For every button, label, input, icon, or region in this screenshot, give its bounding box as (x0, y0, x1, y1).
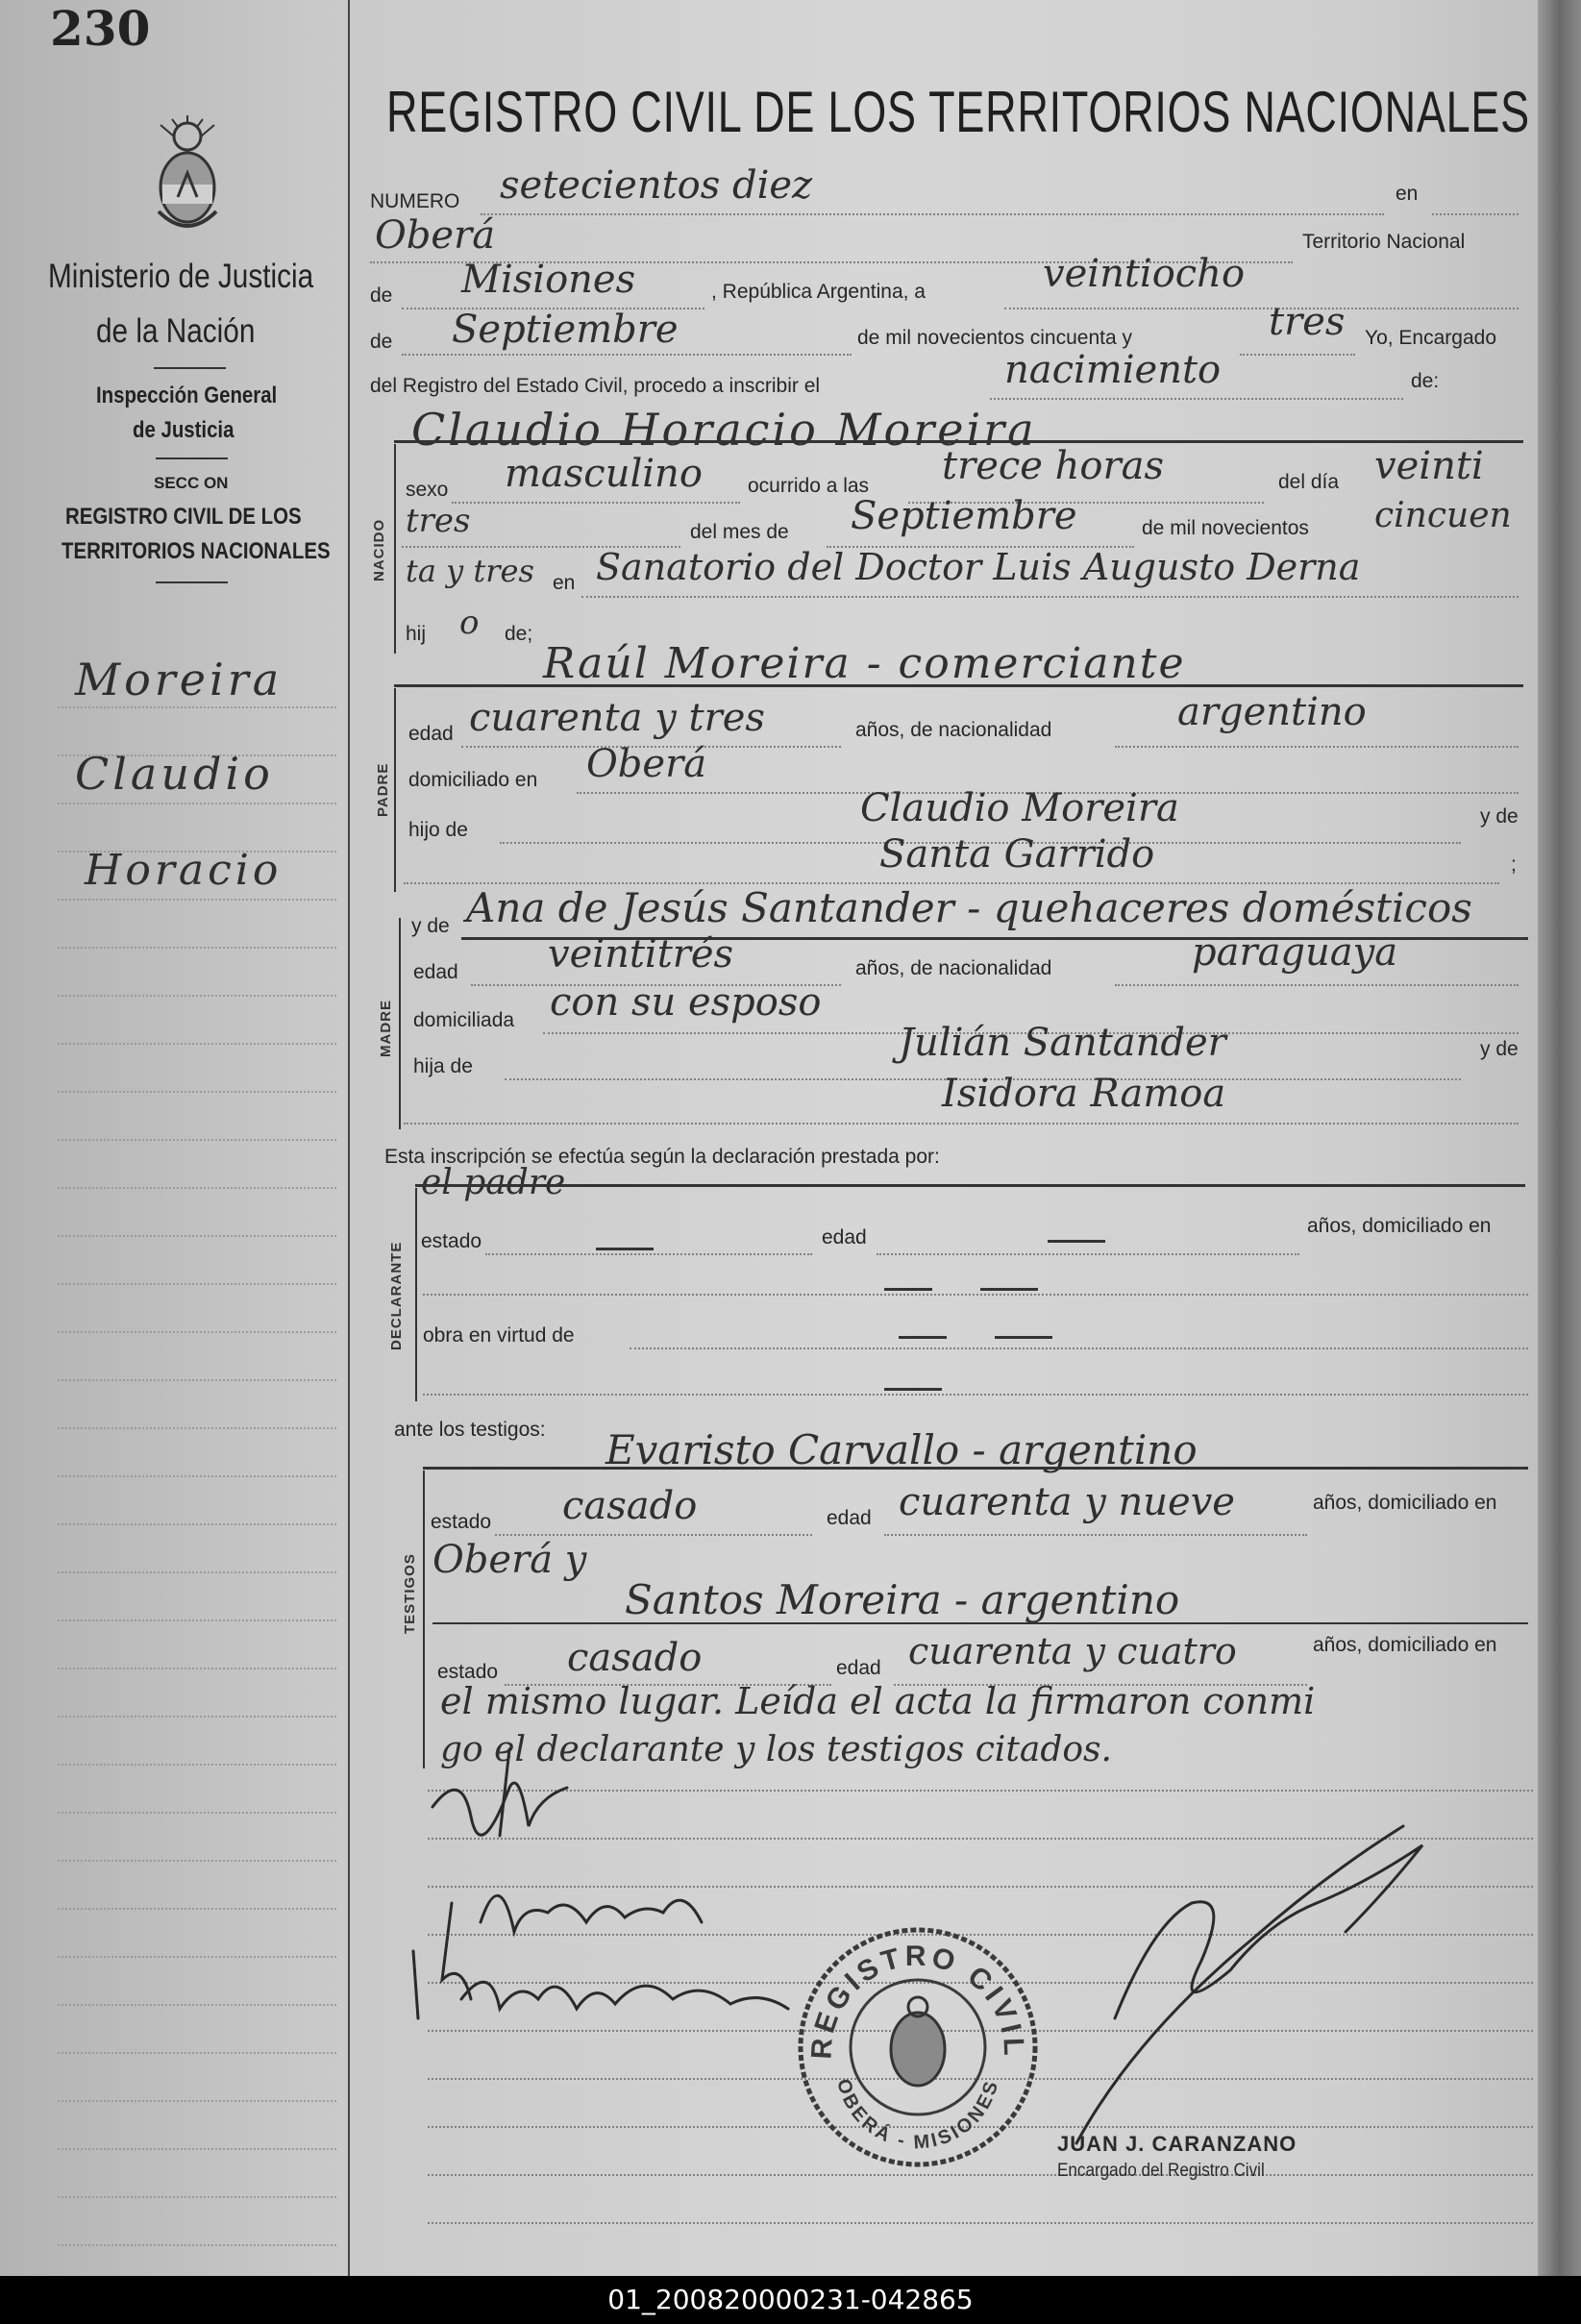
madre-edad-value: veintitrés (548, 932, 734, 977)
section-rule-nacido (394, 440, 1523, 443)
territorio-value: Misiones (461, 258, 636, 302)
bracket-testigos (423, 1471, 425, 1768)
padre-edad-value: cuarenta y tres (469, 696, 765, 740)
coat-of-arms-icon (149, 115, 226, 240)
dia-inscripcion-value: veintiocho (1043, 252, 1246, 296)
sexo-value: masculino (505, 452, 703, 496)
side-label-declarante: DECLARANTE (388, 1241, 405, 1350)
padre-nacionalidad-value: argentino (1177, 690, 1367, 734)
ministry-line-2: de la Nación (96, 312, 256, 350)
testigo2-estado-value: casado (567, 1636, 703, 1680)
padre-domicilio-value: Oberá (586, 742, 707, 786)
inspection-line-2: de Justicia (133, 417, 235, 443)
numero-value: setecientos diez (500, 163, 813, 208)
label-edad-madre: edad (413, 961, 458, 983)
side-label-padre: PADRE (375, 762, 391, 817)
nombre-value: Claudio Horacio Moreira (411, 404, 1037, 456)
label-ante-testigos: ante los testigos: (394, 1419, 546, 1441)
page-number: 230 (50, 0, 151, 57)
bracket-padre (394, 688, 396, 892)
anio-nac-1-value: cincuen (1374, 496, 1512, 535)
lugar-value: Oberá (375, 213, 496, 258)
label-estado-testigo1: estado (431, 1511, 492, 1533)
label-y-de-madre-2: y de (1480, 1038, 1519, 1060)
divider (156, 581, 228, 583)
acto-value: nacimiento (1004, 348, 1222, 392)
label-anos-domiciliado-testigo1: años, domiciliado en (1313, 1492, 1497, 1514)
bracket-nacido (394, 444, 396, 654)
label-semicolon: ; (1511, 853, 1517, 876)
margin-name-1: Claudio (75, 748, 274, 800)
side-label-madre: MADRE (378, 1000, 394, 1057)
section-rule-padre (394, 684, 1523, 687)
section-rule-declarante (415, 1184, 1525, 1187)
label-anos-nac-madre: años, de nacionalidad (855, 957, 1052, 979)
label-mil-cincuenta: de mil novecientos cincuenta y (857, 327, 1132, 349)
testigo1-domicilio-value: Oberá y (432, 1538, 587, 1582)
dia-nac-2-value: tres (406, 502, 471, 540)
mes-nac-value: Septiembre (851, 494, 1077, 538)
madre-padre-value: Julián Santander (899, 1021, 1226, 1065)
seal-top-text: REGISTRO CIVIL (805, 1940, 1030, 2061)
label-del-dia: del día (1278, 471, 1340, 493)
madre-nombre-value: Ana de Jesús Santander - quehaceres domésticos (466, 884, 1472, 931)
label-hij: hij (406, 623, 427, 645)
label-de-1: de (370, 284, 393, 307)
label-hija-de: hija de (413, 1055, 473, 1077)
page-title: REGISTRO CIVIL DE LOS TERRITORIOS NACIONALES (386, 80, 1530, 144)
side-label-nacido: NACIDO (371, 518, 387, 581)
cierre-1-value: el mismo lugar. Leída el acta la firmaron conmi (440, 1680, 1316, 1722)
bracket-declarante (415, 1188, 417, 1401)
label-territorio: Territorio Nacional (1302, 231, 1466, 253)
label-estado-testigo2: estado (437, 1661, 499, 1683)
column-separator (348, 0, 350, 2276)
hora-value: trece horas (942, 444, 1164, 488)
label-de-2: de (370, 331, 393, 353)
side-label-testigos: TESTIGOS (402, 1553, 418, 1634)
label-edad-testigo1: edad (827, 1507, 872, 1529)
padre-padre-value: Claudio Moreira (860, 786, 1179, 830)
section-rule-testigos (423, 1467, 1528, 1470)
page-edge (1538, 0, 1581, 2276)
margin-surname: Moreira (75, 654, 284, 705)
label-hijo-de: hijo de (408, 819, 468, 841)
label-republica: , República Argentina, a (711, 281, 926, 303)
divider (154, 367, 226, 369)
margin-name-2: Horacio (85, 846, 283, 895)
seal-bottom-text: OBERÁ - MISIONES (832, 2076, 1003, 2154)
testigo2-value: Santos Moreira - argentino (625, 1576, 1180, 1623)
label-declaracion: Esta inscripción se efectúa según la declaración prestada por: (384, 1146, 940, 1168)
label-obra-virtud: obra en virtud de (423, 1324, 575, 1347)
label-mil-novecientos: de mil novecientos (1142, 517, 1309, 539)
madre-domicilio-value: con su esposo (550, 980, 822, 1025)
inspection-line-1: Inspección General (96, 383, 278, 408)
padre-madre-value: Santa Garrido (879, 832, 1155, 877)
mes-inscripcion-value: Septiembre (452, 308, 679, 352)
label-en: en (1396, 183, 1419, 205)
ministry-line-1: Ministerio de Justicia (48, 258, 314, 295)
label-en-lugar: en (553, 572, 576, 594)
label-ocurrido: ocurrido a las (748, 475, 870, 497)
label-estado-declarante: estado (421, 1230, 482, 1252)
hij-suffix-value: o (459, 604, 480, 642)
label-sexo: sexo (406, 479, 449, 501)
label-anos-domiciliado-testigo2: años, domiciliado en (1313, 1634, 1497, 1656)
label-domiciliada: domiciliada (413, 1009, 515, 1031)
label-edad-declarante: edad (822, 1226, 867, 1249)
label-yo-encargado: Yo, Encargado (1365, 327, 1497, 349)
label-edad-padre: edad (408, 723, 454, 745)
anio-value: tres (1269, 300, 1346, 344)
padre-nombre-value: Raúl Moreira - comerciante (543, 639, 1186, 688)
signatory-role: Encargado del Registro Civil (1057, 2161, 1265, 2181)
section-line-2: TERRITORIOS NACIONALES (62, 538, 331, 564)
divider (156, 457, 228, 459)
registro-civil-seal (793, 1922, 1043, 2172)
label-del-mes: del mes de (690, 521, 789, 543)
label-de-semicolon: de; (505, 623, 533, 645)
label-anos-nac-padre: años, de nacionalidad (855, 719, 1052, 741)
cierre-2-value: go el declarante y los testigos citados. (440, 1730, 1112, 1769)
lugar-nac-value: Sanatorio del Doctor Luis Augusto Derna (596, 546, 1361, 588)
dia-nac-1-value: veinti (1374, 444, 1484, 488)
testigo2-edad-value: cuarenta y cuatro (908, 1630, 1237, 1672)
anio-nac-2-value: ta y tres (406, 553, 534, 589)
label-numero: NUMERO (370, 190, 460, 212)
section-label: SECC ON (154, 474, 229, 492)
label-anos-domiciliado-declarante: años, domiciliado en (1307, 1215, 1492, 1237)
declarante-value: el padre (421, 1163, 566, 1202)
signatory-name: JUAN J. CARANZANO (1057, 2132, 1297, 2156)
label-registro-procedo: del Registro del Estado Civil, procedo a inscribir el (370, 375, 821, 397)
label-y-de-madre: y de (411, 915, 450, 937)
section-line-1: REGISTRO CIVIL DE LOS (65, 504, 302, 530)
testigo1-value: Evaristo Carvallo - argentino (605, 1426, 1198, 1473)
file-id-footer: 01_200820000231-042865 (0, 2276, 1581, 2324)
madre-nacionalidad-value: paraguaya (1192, 930, 1398, 975)
madre-madre-value: Isidora Ramoa (942, 1072, 1226, 1116)
label-de-colon: de: (1411, 370, 1440, 392)
testigo1-edad-value: cuarenta y nueve (899, 1480, 1235, 1524)
bracket-madre (399, 918, 401, 1129)
testigo1-estado-value: casado (562, 1484, 698, 1528)
label-edad-testigo2: edad (836, 1657, 881, 1679)
label-y-de-padre: y de (1480, 805, 1519, 828)
label-domiciliado-padre: domiciliado en (408, 769, 538, 791)
